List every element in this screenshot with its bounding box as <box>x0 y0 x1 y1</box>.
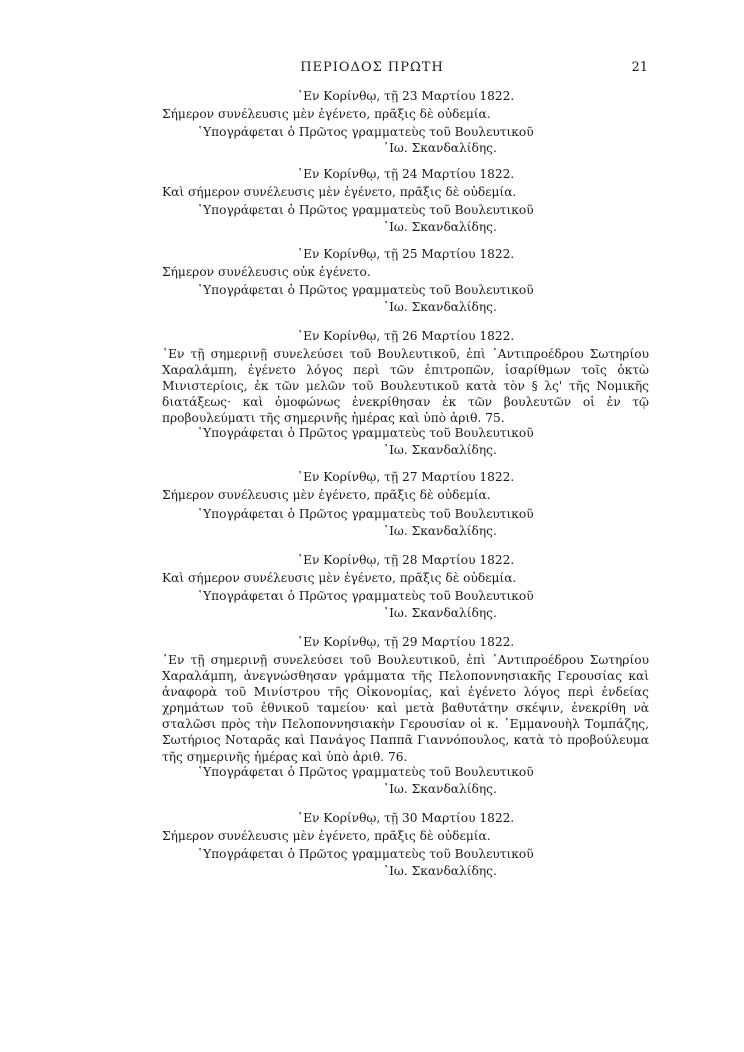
entry-signature: ῾Υπογράφεται ὁ Πρῶτος γραμματεὺς τοῦ Βουλευτικοῦ <box>197 203 534 217</box>
entry-signature: ῾Υπογράφεται ὁ Πρῶτος γραμματεὺς τοῦ Βουλευτικοῦ <box>197 125 534 139</box>
entry-signature: ῾Υπογράφεται ὁ Πρῶτος γραμματεὺς τοῦ Βουλευτικοῦ <box>197 426 534 440</box>
page-number: 21 <box>631 60 648 75</box>
entry-text: Σήμερον συνέλευσις οὐκ ἐγένετο. <box>162 265 371 279</box>
entry-date: ᾿Εν Κορίνθῳ, τῇ 27 Μαρτίου 1822. <box>297 470 515 484</box>
entry-signature: ῾Υπογράφεται ὁ Πρῶτος γραμματεὺς τοῦ Βουλευτικοῦ <box>197 589 534 603</box>
entry-signatory: ᾿Ιω. Σκανδαλίδης. <box>383 864 497 878</box>
entry-signatory: ᾿Ιω. Σκανδαλίδης. <box>383 443 497 457</box>
entry-paragraph: ᾿Εν τῇ σημερινῇ συνελεύσει τοῦ Βουλευτικοῦ, ἐπὶ ᾿Αντιπροέδρου Σωτηρίου Χαραλάμπη, ἐγένετο λόγος περὶ τῶν ἐπιτροπῶν, ἰσαρίθμων τοῖς ὀκτὼ Μινιστερίοις, ἐκ τῶν μελῶν τοῦ Βουλευτικοῦ κατὰ τὸν § λς' τῆς Νομικῆς διατάξεως· καὶ ὁμοφώνως ἐνεκρίθησαν ἐκ τῶν βουλευτῶν οἱ ἐν τῷ προβουλεύματι τῆς σημερινῆς ἡμέρας καὶ ὑπὸ ἀριθ. 75. <box>162 347 649 426</box>
entry-signatory: ᾿Ιω. Σκανδαλίδης. <box>383 606 497 620</box>
entry-text: Σήμερον συνέλευσις μὲν ἐγένετο, πρᾶξις δὲ οὐδεμία. <box>162 488 491 502</box>
entry-date: ᾿Εν Κορίνθῳ, τῇ 24 Μαρτίου 1822. <box>297 167 515 181</box>
entry-text: Καὶ σήμερον συνέλευσις μὲν ἐγένετο, πρᾶξις δὲ οὐδεμία. <box>162 185 517 199</box>
entry-date: ᾿Εν Κορίνθῳ, τῇ 23 Μαρτίου 1822. <box>297 89 515 103</box>
entry-date: ᾿Εν Κορίνθῳ, τῇ 26 Μαρτίου 1822. <box>297 329 515 343</box>
entry-signatory: ᾿Ιω. Σκανδαλίδης. <box>383 220 497 234</box>
entry-signature: ῾Υπογράφεται ὁ Πρῶτος γραμματεὺς τοῦ Βουλευτικοῦ <box>197 765 534 779</box>
entry-signatory: ᾿Ιω. Σκανδαλίδης. <box>383 782 497 796</box>
entry-signatory: ᾿Ιω. Σκανδαλίδης. <box>383 524 497 538</box>
entry-signatory: ᾿Ιω. Σκανδαλίδης. <box>383 141 497 155</box>
entry-date: ᾿Εν Κορίνθῳ, τῇ 29 Μαρτίου 1822. <box>297 635 515 649</box>
entry-date: ᾿Εν Κορίνθῳ, τῇ 25 Μαρτίου 1822. <box>297 247 515 261</box>
entry-date: ᾿Εν Κορίνθῳ, τῇ 28 Μαρτίου 1822. <box>297 553 515 567</box>
entry-signature: ῾Υπογράφεται ὁ Πρῶτος γραμματεὺς τοῦ Βουλευτικοῦ <box>197 283 534 297</box>
entry-text: Καὶ σήμερον συνέλευσις μὲν ἐγένετο, πρᾶξις δὲ οὐδεμία. <box>162 571 517 585</box>
entry-date: ᾿Εν Κορίνθῳ, τῇ 30 Μαρτίου 1822. <box>297 811 515 825</box>
entry-text: Σήμερον συνέλευσις μὲν ἐγένετο, πρᾶξις δὲ οὐδεμία. <box>162 107 491 121</box>
entry-signatory: ᾿Ιω. Σκανδαλίδης. <box>383 300 497 314</box>
entry-text: Σήμερον συνέλευσις μὲν ἐγένετο, πρᾶξις δὲ οὐδεμία. <box>162 829 491 843</box>
entry-signature: ῾Υπογράφεται ὁ Πρῶτος γραμματεὺς τοῦ Βουλευτικοῦ <box>197 507 534 521</box>
entry-paragraph: ᾿Εν τῇ σημερινῇ συνελεύσει τοῦ Βουλευτικοῦ, ἐπὶ ᾿Αντιπροέδρου Σωτηρίου Χαραλάμπη, ἀνεγνώσθησαν γράμματα τῆς Πελοποννησιακῆς Γερουσίας καὶ ἀναφορὰ τοῦ Μινίστρου τῆς Οἰκονομίας, καὶ ἐγένετο λόγος περὶ ἐνδείας χρημάτων τοῦ ἐθνικοῦ ταμείου· καὶ μετὰ βαθυτάτην σκέψιν, ἐνεκρίθη νὰ σταλῶσι πρὸς τὴν Πελοποννησιακὴν Γερουσίαν οἱ κ. ᾿Εμμανουὴλ Τομπάζης, Σωτήριος Νοταρᾶς καὶ Πανάγος Παππᾶ Γιαννόπουλος, κατὰ τὸ προβούλευμα τῆς σημερινῆς ἡμέρας καὶ ὑπὸ ἀριθ. 76. <box>162 653 649 764</box>
running-header: ΠΕΡΙΟΔΟΣ ΠΡΩΤΗ <box>300 60 444 75</box>
entry-signature: ῾Υπογράφεται ὁ Πρῶτος γραμματεὺς τοῦ Βουλευτικοῦ <box>197 847 534 861</box>
